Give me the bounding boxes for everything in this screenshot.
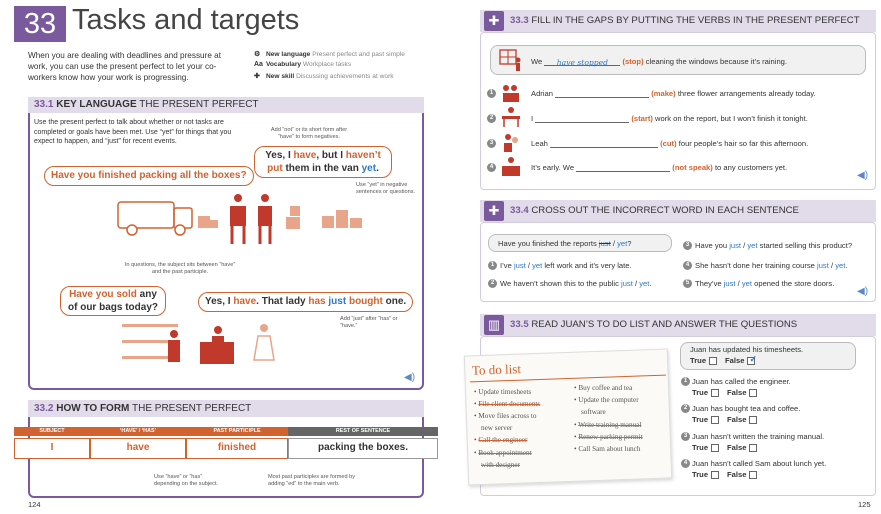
audio-speaker-icon[interactable]: ◀) <box>857 170 869 181</box>
speech-bubble-answer-1: Yes, I have, but I haven’t put them in the van yet. <box>254 146 392 178</box>
grammar-gear-icon: ⚙ <box>254 51 261 58</box>
meta-vocabulary: Aa Vocabulary Workplace tasks <box>254 61 352 68</box>
question-number: 4 <box>487 163 496 172</box>
statement-1: Juan has called the engineer. <box>692 377 791 386</box>
false-checkbox[interactable] <box>749 444 757 452</box>
note-question-order: In questions, the subject sits between “have” and the past participle. <box>124 262 236 275</box>
page-number-left: 124 <box>28 500 41 509</box>
question-number: 1 <box>487 89 496 98</box>
true-checkbox[interactable] <box>711 471 719 479</box>
true-false-4: True False <box>692 470 765 479</box>
cross-out-sentence-1: I’ve just / yet left work and it’s very late. <box>500 261 632 270</box>
question-number: 2 <box>681 404 690 413</box>
how-to-form-title: 33.2 HOW TO FORM THE PRESENT PERFECT <box>34 403 252 414</box>
cross-out-sentence-3: Have you just / yet started selling this product? <box>695 241 853 250</box>
window-cleaner-icon <box>498 48 524 74</box>
example-answer: have stopped <box>556 58 608 67</box>
word-just[interactable]: just <box>729 241 742 250</box>
gap-sentence-3: Leah (cut) four people’s hair so far this afternoon. <box>531 139 809 148</box>
question-number: 4 <box>683 261 692 270</box>
statement-2: Juan has bought tea and coffee. <box>692 404 801 413</box>
false-checkbox-checked[interactable] <box>747 354 758 365</box>
speech-bubble-question-1: Have you finished packing all the boxes? <box>44 166 254 186</box>
todo-item-done: • Write training manual <box>574 421 642 429</box>
todo-item-cont: new server <box>481 424 513 432</box>
word-just[interactable]: just <box>817 261 829 270</box>
page-title: Tasks and targets <box>72 4 300 36</box>
skill-puzzle-icon: ✚ <box>254 73 260 80</box>
true-checkbox[interactable] <box>709 357 717 365</box>
question-number: 2 <box>487 114 496 123</box>
note-just: Add “just” after “has” or “have.” <box>340 316 398 329</box>
statement-4: Juan hasn’t called Sam about lunch yet. <box>692 459 827 468</box>
meta-new-language: ⚙ New language Present perfect and past simple <box>254 51 405 58</box>
speech-bubble-answer-2: Yes, I have. That lady has just bought one. <box>198 292 413 312</box>
flower-icon <box>500 83 522 103</box>
exercise-33-4-title: 33.4 CROSS OUT THE INCORRECT WORD IN EACH SENTENCE <box>510 205 799 216</box>
gap-sentence-1: Adrian (make) three flower arrangements already today. <box>531 89 816 98</box>
false-checkbox[interactable] <box>749 416 757 424</box>
checkmark-icon: ✓ <box>749 354 758 364</box>
question-number: 1 <box>488 261 497 270</box>
packing-illustration <box>110 190 380 248</box>
cell-participle: finished <box>186 438 288 459</box>
word-just[interactable]: just <box>723 279 736 288</box>
page-number-right: 125 <box>858 500 871 509</box>
todo-item-done: with designer <box>481 461 520 469</box>
todo-item-done: • File client documents <box>474 400 541 408</box>
todo-item: • Move files across to <box>474 412 537 420</box>
lesson-number: 33 <box>14 6 66 42</box>
question-number: 3 <box>681 432 690 441</box>
todo-item-done: • Call the engineer <box>474 436 528 444</box>
true-false-2: True False <box>692 415 765 424</box>
answer-input-4[interactable] <box>576 164 670 172</box>
word-yet[interactable]: yet <box>532 261 543 270</box>
word-yet[interactable]: yet <box>741 279 753 288</box>
cross-out-sentence-5: They’ve just / yet opened the store doors. <box>695 279 835 288</box>
question-number: 1 <box>681 377 690 386</box>
todo-item: • Update the computer <box>574 396 639 404</box>
gap-sentence-4: It’s early. We (not speak) to any customers yet. <box>531 163 788 172</box>
question-number: 5 <box>683 279 692 288</box>
example-cross-out: Have you finished the reports just / yet? <box>498 239 632 248</box>
key-language-description: Use the present perfect to talk about whether or not tasks are completed or goals have been met. Use “yet” for things that you expect to happen, and “just” for recent events. <box>34 119 232 145</box>
true-checkbox[interactable] <box>711 416 719 424</box>
col-rest-header: REST OF SENTENCE <box>288 427 438 436</box>
todo-list-title: To do list <box>471 361 522 378</box>
book-icon: ▥ <box>484 315 504 335</box>
word-yet[interactable]: yet <box>835 261 846 270</box>
true-checkbox[interactable] <box>711 444 719 452</box>
cell-have: have <box>90 438 186 459</box>
shop-counter-icon <box>500 155 522 177</box>
col-subject-header: SUBJECT <box>14 427 90 436</box>
col-participle-header: PAST PARTICIPLE <box>186 427 288 436</box>
audio-speaker-icon[interactable]: ◀) <box>857 286 869 297</box>
vocabulary-aa-icon: Aa <box>254 61 263 68</box>
question-number: 4 <box>681 459 690 468</box>
example-true-false: True False ✓ <box>690 354 758 365</box>
key-language-title: 33.1 KEY LANGUAGE THE PRESENT PERFECT <box>34 99 259 110</box>
statement-3: Juan hasn’t written the training manual. <box>692 432 825 441</box>
question-number: 3 <box>487 139 496 148</box>
note-yet: Use “yet” in negative sentences or questions. <box>356 182 416 195</box>
exercise-33-5-title: 33.5 READ JUAN’S TO DO LIST AND ANSWER THE QUESTIONS <box>510 319 798 330</box>
puzzle-icon: ✚ <box>484 201 504 221</box>
shop-illustration <box>118 318 288 378</box>
true-false-3: True False <box>692 443 765 452</box>
exercise-33-3-title: 33.3 FILL IN THE GAPS BY PUTTING THE VERBS IN THE PRESENT PERFECT <box>510 15 860 26</box>
hairdresser-icon <box>500 131 522 153</box>
true-false-1: True False <box>692 388 765 397</box>
word-just[interactable]: just <box>513 261 526 270</box>
cross-out-sentence-4: She hasn’t done her training course just / yet. <box>695 261 848 270</box>
answer-input-3[interactable] <box>550 140 658 148</box>
word-yet[interactable]: yet <box>747 241 758 250</box>
true-checkbox[interactable] <box>711 389 719 397</box>
example-statement: Juan has updated his timesheets. <box>690 345 804 354</box>
audio-speaker-icon[interactable]: ◀) <box>404 372 416 383</box>
cell-subject: I <box>14 438 90 459</box>
question-number: 2 <box>488 279 497 288</box>
example-sentence: We have stopped (stop) cleaning the windows because it’s raining. <box>531 57 788 67</box>
todo-item-cont: software <box>581 408 606 416</box>
false-checkbox[interactable] <box>749 389 757 397</box>
note-negatives: Add “not” or its short form after “have” to form negatives. <box>270 127 348 140</box>
todo-item-done: • Book appointment <box>474 449 532 457</box>
cell-rest: packing the boxes. <box>288 438 438 459</box>
todo-item: • Call Sam about lunch <box>574 445 641 453</box>
meta-new-skill: ✚ New skill Discussing achievements at work <box>254 73 394 80</box>
desk-worker-icon <box>500 106 522 128</box>
todo-item: • Update timesheets <box>474 388 532 396</box>
cross-out-sentence-2: We haven’t shown this to the public just / yet. <box>500 279 652 288</box>
col-have-header: ‘HAVE’ / ‘HAS’ <box>90 427 186 436</box>
note-have-has: Use “have” or “has” depending on the subject. <box>154 474 219 487</box>
speech-bubble-question-2: Have you sold any of our bags today? <box>60 286 166 316</box>
answer-input-2[interactable] <box>535 115 629 123</box>
word-just[interactable]: just <box>621 279 633 288</box>
word-yet[interactable]: yet <box>639 279 650 288</box>
answer-input-1[interactable] <box>555 90 649 98</box>
puzzle-icon: ✚ <box>484 11 504 31</box>
note-ed: Most past participles are formed by adding “ed” to the main verb. <box>268 474 356 487</box>
gap-sentence-2: I (start) work on the report, but I won’t finish it tonight. <box>531 114 808 123</box>
question-number: 3 <box>683 241 692 250</box>
todo-item-done: • Renew parking permit <box>574 433 643 441</box>
intro-text: When you are dealing with deadlines and pressure at work, you can use the present perfect to let your co-workers know how your work is progressing. <box>28 51 221 82</box>
todo-item: • Buy coffee and tea <box>574 384 633 392</box>
false-checkbox[interactable] <box>749 471 757 479</box>
